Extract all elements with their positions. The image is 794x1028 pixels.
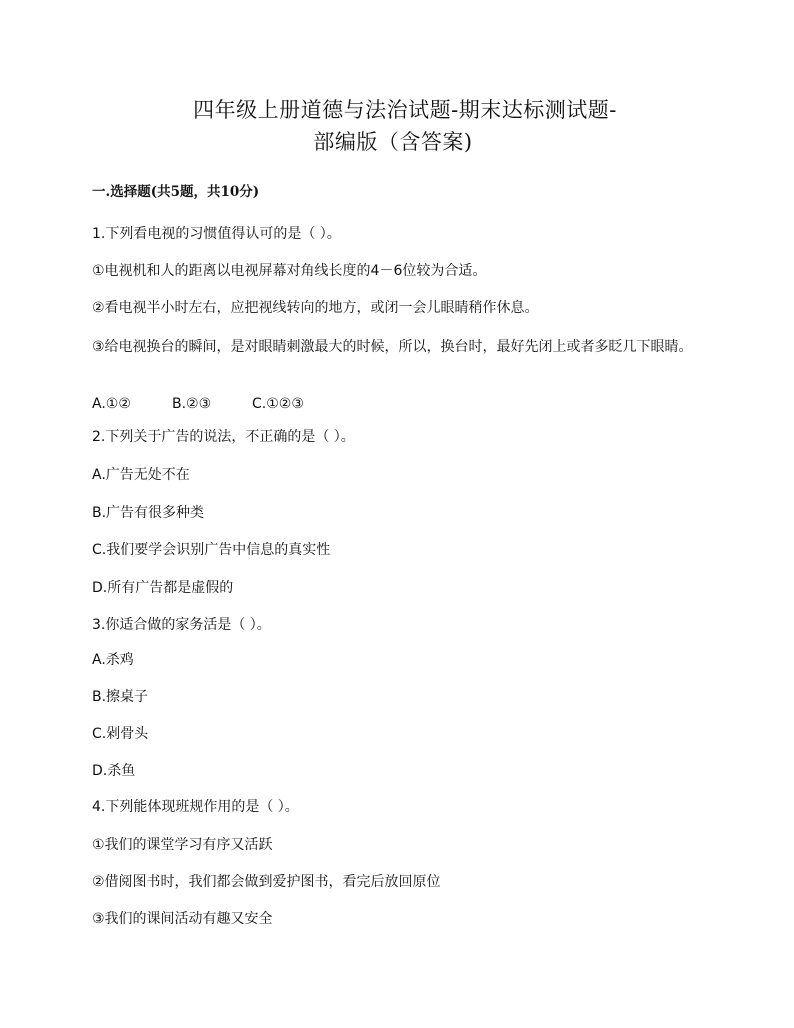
page-title-line-2: 部编版（含答案) [313, 130, 473, 154]
question-4-statement-1: ①我们的课堂学习有序又活跃 [92, 837, 273, 853]
question-2-option-d: D.所有广告都是虚假的 [92, 580, 234, 596]
question-3-option-d: D.杀鱼 [92, 763, 136, 779]
question-4-stem: 4.下列能体现班规作用的是（ ）。 [92, 799, 299, 815]
question-3-option-a: A.杀鸡 [92, 652, 134, 668]
question-4-statement-2: ②借阅图书时，我们都会做到爱护图书，看完后放回原位 [92, 874, 441, 890]
question-1-stem: 1.下列看电视的习惯值得认可的是（ ）。 [92, 226, 341, 242]
question-1-statement-1: ①电视机和人的距离以电视屏幕对角线长度的4－6位较为合适。 [92, 263, 487, 279]
question-2-option-c: C.我们要学会识别广告中信息的真实性 [92, 542, 331, 558]
question-1-statement-3: ③给电视换台的瞬间，是对眼睛刺激最大的时候，所以，换台时，最好先闭上或者多眨几下眼睛。 [92, 339, 693, 355]
question-4-statement-3: ③我们的课间活动有趣又安全 [92, 911, 273, 927]
question-3-stem: 3.你适合做的家务活是（ ）。 [92, 617, 271, 633]
section-heading: 一.选择题(共5题，共10分) [92, 184, 260, 200]
question-3-option-c: C.剁骨头 [92, 726, 149, 742]
question-2-option-b: B.广告有很多种类 [92, 505, 205, 521]
question-1-statement-2: ②看电视半小时左右，应把视线转向的地方，或闭一会儿眼睛稍作休息。 [92, 300, 539, 316]
question-2-option-a: A.广告无处不在 [92, 467, 190, 483]
question-1-option-b: B.②③ [172, 396, 212, 412]
question-1-option-a: A.①② [92, 396, 131, 412]
question-2-stem: 2.下列关于广告的说法，不正确的是（ ）。 [92, 429, 355, 445]
question-1-option-c: C.①②③ [252, 396, 304, 412]
page-title-line-1: 四年级上册道德与法治试题-期末达标测试题- [193, 98, 617, 122]
question-3-option-b: B.擦桌子 [92, 689, 149, 705]
